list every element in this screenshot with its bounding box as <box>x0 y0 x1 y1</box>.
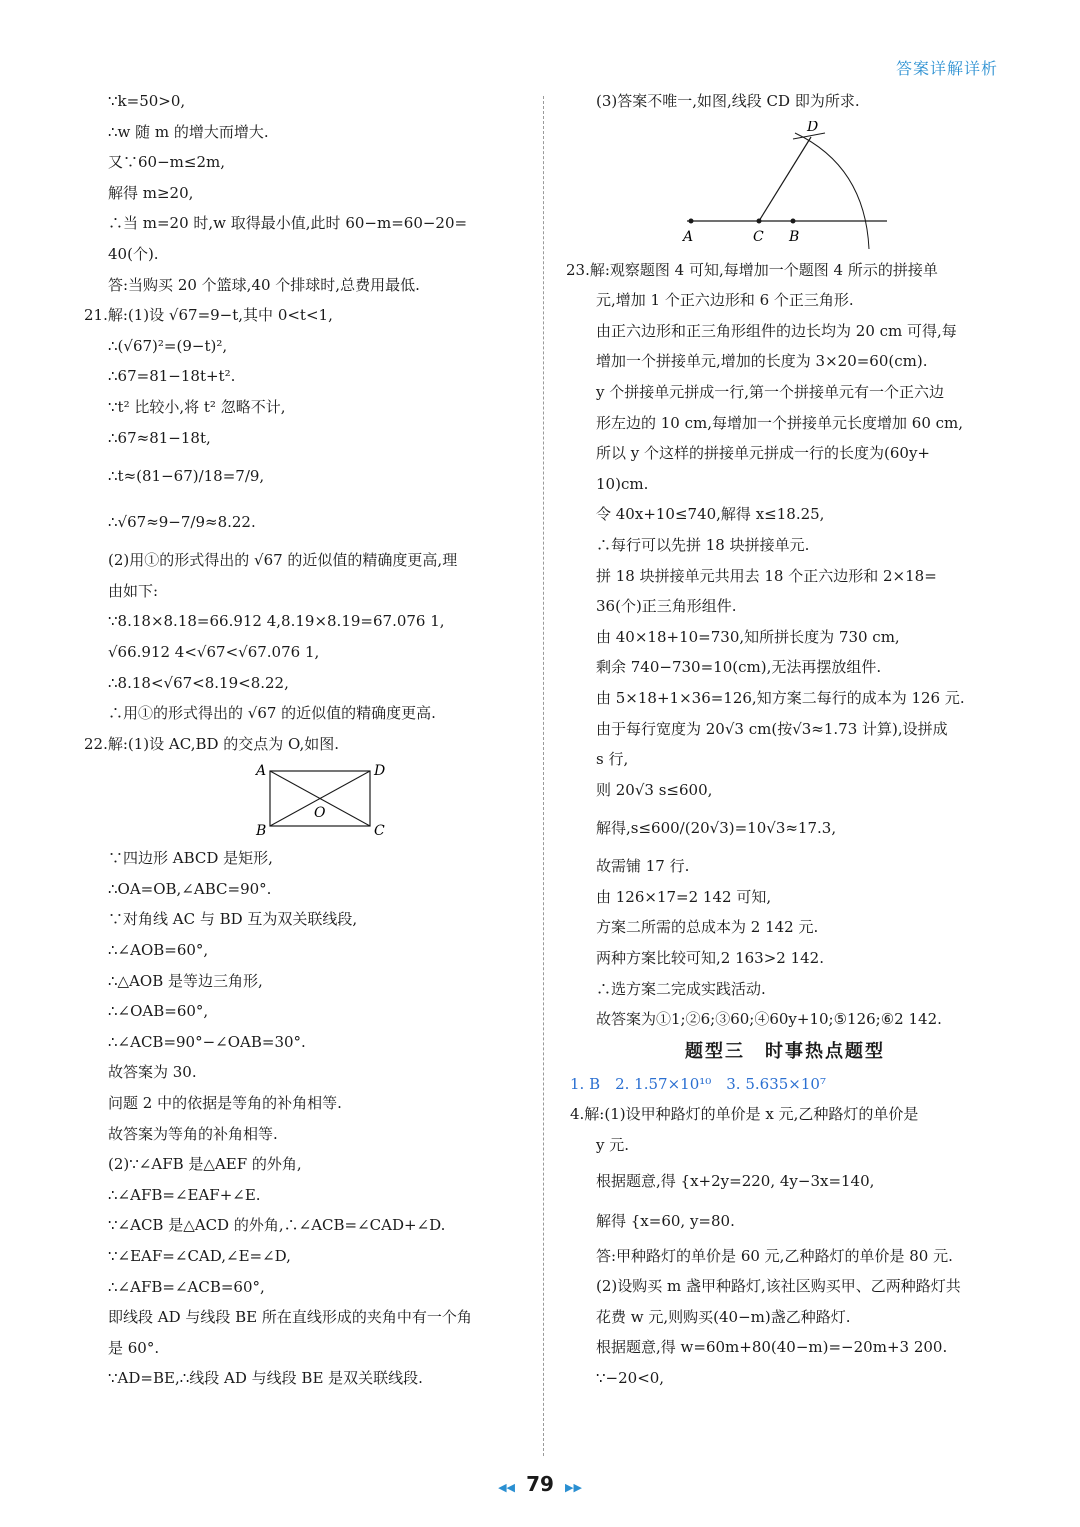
text-line: ∵∠EAF=∠CAD,∠E=∠D, <box>108 1247 291 1265</box>
text-line: 即线段 AD 与线段 BE 所在直线形成的夹角中有一个角 <box>108 1308 472 1327</box>
prev-arrow-icon: ◀◀ <box>498 1481 515 1494</box>
text-line: y 元. <box>596 1136 630 1155</box>
text-line: ∴∠AFB=∠ACB=60°, <box>108 1277 265 1296</box>
text-line: 两种方案比较可知,2 163>2 142. <box>596 949 824 968</box>
page-footer <box>0 1472 1080 1496</box>
text-line: ∵对角线 AC 与 BD 互为双关联线段, <box>108 910 358 929</box>
text-line: ∴∠AFB=∠EAF+∠E. <box>108 1185 261 1204</box>
text-line: ∵−20<0, <box>596 1369 665 1387</box>
problem-23-heading: 23.解:观察题图 4 可知,每增加一个题图 4 所示的拼接单 <box>566 260 938 279</box>
text-line: ∴67=81−18t+t². <box>108 367 236 386</box>
text-line: ∴∠AOB=60°, <box>108 941 209 960</box>
construction-diagram <box>675 121 895 251</box>
text-line: ∴√67≈9−7/9≈8.22. <box>108 513 256 532</box>
text-line: 故答案为①1;②6;③60;④60y+10;⑤126;⑥2 142. <box>596 1010 942 1029</box>
label-c: C <box>753 228 764 245</box>
text-line: ∵∠ACB 是△ACD 的外角,∴∠ACB=∠CAD+∠D. <box>108 1216 446 1235</box>
text-line: 故答案为 30. <box>108 1063 197 1082</box>
text-line: 所以 y 个这样的拼接单元拼成一行的长度为(60y+ <box>596 444 930 463</box>
text-line: 10)cm. <box>596 474 649 493</box>
text-line: 由 126×17=2 142 可知, <box>596 887 772 906</box>
text-line: 故需铺 17 行. <box>596 857 690 876</box>
text-line: 故答案为等角的补角相等. <box>108 1124 278 1143</box>
text-line: 解得,s≤600/(20√3)=10√3≈17.3, <box>596 819 837 838</box>
section-title: 题型三 时事热点题型 <box>685 1040 885 1062</box>
left-column <box>84 86 528 1394</box>
text-line: ∴OA=OB,∠ABC=90°. <box>108 879 272 898</box>
text-line: ∴每行可以先拼 18 块拼接单元. <box>596 535 810 554</box>
text-line: 解得 {x=60, y=80. <box>596 1211 735 1230</box>
text-line: 由于每行宽度为 20√3 cm(按√3≈1.73 计算),设拼成 <box>596 719 948 738</box>
text-line: ∴△AOB 是等边三角形, <box>108 971 263 990</box>
answers-line: 1. B 2. 1.57×10¹⁰ 3. 5.635×10⁷ <box>570 1074 826 1093</box>
problem-22-heading: 22.解:(1)设 AC,BD 的交点为 O,如图. <box>84 734 340 753</box>
text-line: 答:当购买 20 个篮球,40 个排球时,总费用最低. <box>108 275 420 294</box>
label-d: D <box>374 763 386 780</box>
text-line: 解得 m≥20, <box>108 183 194 202</box>
text-line: 问题 2 中的依据是等角的补角相等. <box>108 1094 342 1113</box>
text-line: (2)用①的形式得出的 √67 的近似值的精确度更高,理 <box>108 551 458 570</box>
text-line: ∴t≈(81−67)/18=7/9, <box>108 467 265 486</box>
text-line: ∵t² 比较小,将 t² 忽略不计, <box>108 397 286 416</box>
text-line: (2)设购买 m 盏甲种路灯,该社区购买甲、乙两种路灯共 <box>596 1277 961 1296</box>
text-line: s 行, <box>596 750 629 769</box>
text-line: ∵k=50>0, <box>108 92 186 110</box>
text-line: 由如下: <box>108 581 159 600</box>
segment-cd <box>759 137 811 221</box>
label-c: C <box>374 823 385 840</box>
text-line: ∵AD=BE,∴线段 AD 与线段 BE 是双关联线段. <box>108 1369 423 1388</box>
label-d: D <box>807 120 819 135</box>
text-line: 剩余 740−730=10(cm),无法再摆放组件. <box>596 658 882 677</box>
text-line: 拼 18 块拼接单元共用去 18 个正六边形和 2×18= <box>596 566 937 585</box>
text-line: 则 20√3 s≤600, <box>596 780 713 799</box>
text-line: 由正六边形和正三角形组件的边长均为 20 cm 可得,每 <box>596 321 957 340</box>
text-line: 根据题意,得 w=60m+80(40−m)=−20m+3 200. <box>596 1338 948 1357</box>
label-o: O <box>314 805 326 822</box>
text-line: 花费 w 元,则购买(40−m)盏乙种路灯. <box>596 1307 851 1326</box>
text-line: 令 40x+10≤740,解得 x≤18.25, <box>596 505 825 524</box>
text-line: 方案二所需的总成本为 2 142 元. <box>596 918 819 937</box>
text-line: 40(个). <box>108 244 159 263</box>
problem-4-heading: 4.解:(1)设甲种路灯的单价是 x 元,乙种路灯的单价是 <box>570 1105 919 1124</box>
text-line: ∴∠OAB=60°, <box>108 1002 209 1021</box>
text-line: 答:甲种路灯的单价是 60 元,乙种路灯的单价是 80 元. <box>596 1246 953 1265</box>
text-line: 是 60°. <box>108 1338 160 1357</box>
text-line: y 个拼接单元拼成一行,第一个拼接单元有一个正六边 <box>596 382 945 401</box>
label-b: B <box>789 228 800 245</box>
text-line: 根据题意,得 {x+2y=220, 4y−3x=140, <box>596 1171 875 1190</box>
point-b <box>791 218 796 223</box>
text-line: (3)答案不唯一,如图,线段 CD 即为所求. <box>596 92 860 110</box>
header-title: 答案详解详析 <box>895 59 998 78</box>
page-number: 79 <box>526 1472 554 1496</box>
text-line: ∵四边形 ABCD 是矩形, <box>108 849 273 868</box>
text-line: 增加一个拼接单元,增加的长度为 3×20=60(cm). <box>596 352 928 371</box>
text-line: ∴8.18<√67<8.19<8.22, <box>108 673 289 692</box>
text-line: (2)∵∠AFB 是△AEF 的外角, <box>108 1155 302 1174</box>
text-line: 36(个)正三角形组件. <box>596 597 737 616</box>
text-line: 元,增加 1 个正六边形和 6 个正三角形. <box>596 291 854 310</box>
next-arrow-icon: ▶▶ <box>565 1481 582 1494</box>
label-a: A <box>683 228 694 245</box>
label-a: A <box>256 763 267 780</box>
text-line: 由 40×18+10=730,知所拼长度为 730 cm, <box>596 627 900 646</box>
text-line: ∴w 随 m 的增大而增大. <box>108 122 269 141</box>
text-line: ∴(√67)²=(9−t)², <box>108 336 228 355</box>
construction-arc <box>795 133 869 249</box>
problem-21-heading: 21.解:(1)设 √67=9−t,其中 0<t<1, <box>84 306 333 325</box>
rectangle-diagram <box>248 763 388 839</box>
text-line: ∴用①的形式得出的 √67 的近似值的精确度更高. <box>108 704 436 723</box>
label-b: B <box>256 823 267 840</box>
right-column <box>566 86 1000 1394</box>
text-line: ∵8.18×8.18=66.912 4,8.19×8.19=67.076 1, <box>108 612 445 631</box>
text-line: ∴选方案二完成实践活动. <box>596 979 766 998</box>
text-line: 形左边的 10 cm,每增加一个拼接单元长度增加 60 cm, <box>596 413 964 432</box>
text-line: 又∵60−m≤2m, <box>108 153 225 172</box>
text-line: ∴当 m=20 时,w 取得最小值,此时 60−m=60−20= <box>108 214 468 233</box>
text-line: ∴67≈81−18t, <box>108 428 211 447</box>
text-line: 由 5×18+1×36=126,知方案二每行的成本为 126 元. <box>596 688 965 707</box>
point-a <box>689 218 694 223</box>
column-divider <box>543 96 544 1456</box>
text-line: √66.912 4<√67<√67.076 1, <box>108 642 320 661</box>
text-line: ∴∠ACB=90°−∠OAB=30°. <box>108 1032 306 1051</box>
